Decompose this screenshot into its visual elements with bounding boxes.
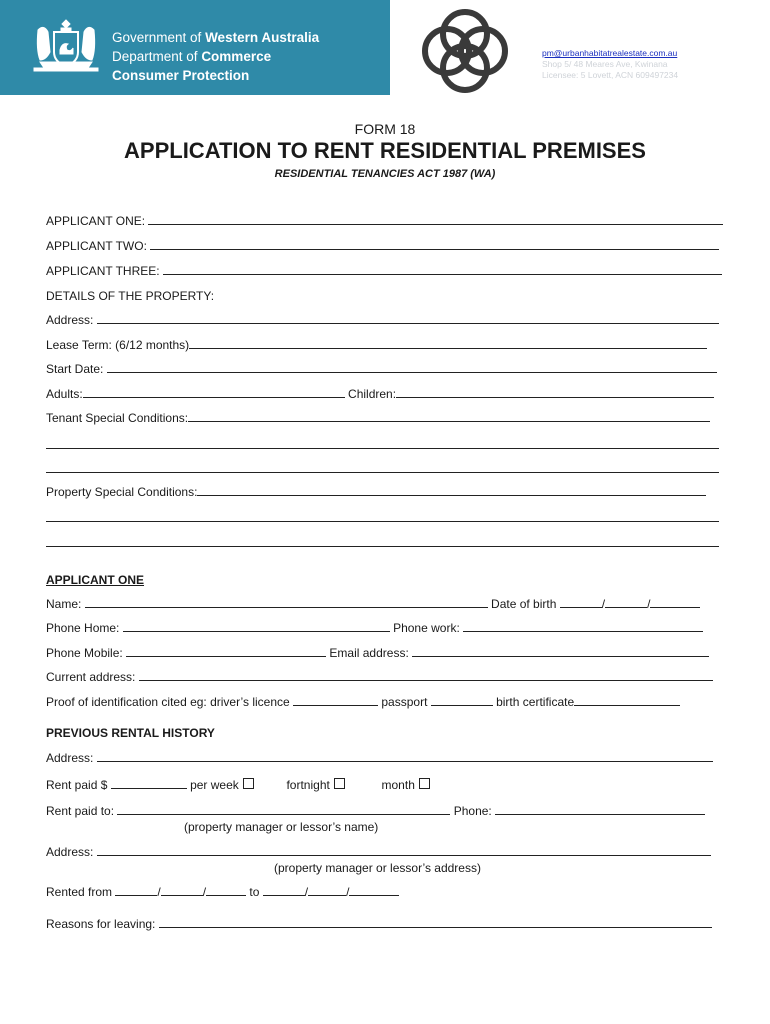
- proof-id-label: Proof of identification cited eg: driver’s licence: [46, 695, 290, 709]
- rental-history-heading: PREVIOUS RENTAL HISTORY: [46, 726, 215, 740]
- phone-work-field[interactable]: [463, 621, 703, 632]
- manager-address-field[interactable]: [97, 845, 711, 856]
- agency-contact: [542, 48, 678, 81]
- passport-field[interactable]: [431, 695, 493, 706]
- property-conditions-label: Property Special Conditions:: [46, 485, 198, 499]
- agency-address: Shop 5/ 48 Meares Ave, Kwinana: [542, 59, 668, 69]
- rental-address-field[interactable]: [97, 751, 713, 762]
- reasons-row: [46, 917, 712, 932]
- dob-day-field[interactable]: [560, 597, 602, 608]
- phone-home-label: Phone Home:: [46, 621, 120, 635]
- fortnight-label: fortnight: [286, 778, 330, 792]
- tenant-conditions-label: Tenant Special Conditions:: [46, 411, 189, 425]
- dob-month-field[interactable]: [605, 597, 647, 608]
- to-day-field[interactable]: [263, 885, 305, 896]
- from-year-field[interactable]: [206, 885, 246, 896]
- applicant-one-row: [46, 214, 723, 229]
- agency-licence: Licensee: 5 Lovett, ACN 609497234: [542, 70, 679, 80]
- rent-paid-row: [46, 778, 430, 793]
- phone-mobile-field[interactable]: [126, 646, 326, 657]
- rental-phone-field[interactable]: [495, 804, 705, 815]
- lease-term-label: Lease Term: (6/12 months): [46, 338, 190, 352]
- children-label: Children:: [348, 387, 397, 401]
- property-conditions-line[interactable]: [46, 521, 719, 522]
- applicant-three-field[interactable]: [163, 264, 722, 275]
- to-year-field[interactable]: [349, 885, 399, 896]
- property-address-label: Address:: [46, 313, 94, 327]
- tenant-conditions-row: [46, 411, 710, 426]
- rented-period-row: Rented from / / to / /: [46, 885, 399, 900]
- rent-paid-to-label: Rent paid to:: [46, 804, 115, 818]
- proof-id-row: [46, 695, 680, 710]
- name-field[interactable]: [85, 597, 488, 608]
- tenant-conditions-line[interactable]: [46, 448, 719, 449]
- rental-phone-label: Phone:: [453, 804, 492, 818]
- per-week-checkbox[interactable]: [243, 778, 254, 789]
- children-field[interactable]: [396, 387, 714, 398]
- to-month-field[interactable]: [308, 885, 346, 896]
- government-banner: [0, 0, 390, 95]
- property-conditions-row: [46, 485, 706, 500]
- start-date-row: [46, 362, 717, 377]
- department-line: Department of Commerce: [112, 49, 272, 64]
- applicant-one-heading: APPLICANT ONE: [46, 573, 145, 587]
- property-details-label: DETAILS OF THE PROPERTY:: [46, 289, 215, 303]
- from-month-field[interactable]: [161, 885, 203, 896]
- act-reference: RESIDENTIAL TENANCIES ACT 1987 (WA): [274, 168, 496, 180]
- rent-amount-field[interactable]: [111, 778, 187, 789]
- from-day-field[interactable]: [115, 885, 157, 896]
- applicant-two-label: APPLICANT TWO:: [46, 239, 147, 253]
- phone-work-label: Phone work:: [393, 621, 460, 635]
- month-label: month: [381, 778, 415, 792]
- property-conditions-line[interactable]: [46, 546, 719, 547]
- applicant-one-label: APPLICANT ONE:: [46, 214, 146, 228]
- fortnight-checkbox[interactable]: [334, 778, 345, 789]
- email-field[interactable]: [412, 646, 709, 657]
- per-week-label: per week: [190, 778, 239, 792]
- tenant-conditions-field[interactable]: [188, 411, 710, 422]
- form-title-block: [0, 120, 770, 182]
- lease-term-row: [46, 338, 707, 353]
- reasons-field[interactable]: [159, 917, 712, 928]
- start-date-field[interactable]: [107, 362, 717, 373]
- current-address-field[interactable]: [139, 670, 713, 681]
- property-conditions-field[interactable]: [197, 485, 706, 496]
- applicant-one-field[interactable]: [148, 214, 723, 225]
- rent-paid-to-field[interactable]: [117, 804, 450, 815]
- start-date-label: Start Date:: [46, 362, 104, 376]
- manager-address-note: (property manager or lessor’s address): [274, 861, 481, 875]
- manager-address-row: [46, 845, 711, 860]
- birth-certificate-field[interactable]: [574, 695, 680, 706]
- dob-label: Date of birth: [491, 597, 557, 611]
- name-row: Name: Date of birth / /: [46, 597, 700, 612]
- rented-from-label: Rented from: [46, 885, 113, 899]
- lease-term-field[interactable]: [189, 338, 707, 349]
- manager-address-label: Address:: [46, 845, 94, 859]
- tenant-conditions-line[interactable]: [46, 472, 719, 473]
- phones-row: [46, 621, 703, 636]
- manager-name-note: (property manager or lessor’s name): [184, 820, 379, 834]
- applicant-three-row: [46, 264, 722, 279]
- reasons-label: Reasons for leaving:: [46, 917, 156, 931]
- rent-paid-label: Rent paid $: [46, 778, 108, 792]
- phone-home-field[interactable]: [123, 621, 390, 632]
- applicant-two-row: [46, 239, 719, 254]
- rent-paid-to-row: [46, 804, 705, 819]
- name-label: Name:: [46, 597, 82, 611]
- property-address-field[interactable]: [97, 313, 719, 324]
- applicant-three-label: APPLICANT THREE:: [46, 264, 160, 278]
- dob-year-field[interactable]: [650, 597, 700, 608]
- agency-logo-icon: [420, 8, 510, 94]
- month-checkbox[interactable]: [419, 778, 430, 789]
- form-number: FORM 18: [354, 121, 416, 137]
- mobile-email-row: [46, 646, 709, 661]
- occupants-row: [46, 387, 714, 402]
- to-label: to: [249, 885, 260, 899]
- agency-email-link[interactable]: pm@urbanhabitatrealestate.com.au: [542, 48, 678, 58]
- drivers-licence-field[interactable]: [293, 695, 378, 706]
- property-address-row: [46, 313, 719, 328]
- page-title: APPLICATION TO RENT RESIDENTIAL PREMISES: [124, 138, 646, 163]
- birth-certificate-label: birth certificate: [496, 695, 575, 709]
- adults-label: Adults:: [46, 387, 83, 401]
- government-line: Government of Western Australia: [112, 30, 320, 45]
- passport-label: passport: [381, 695, 428, 709]
- coat-of-arms-icon: [28, 18, 104, 78]
- division-line: Consumer Protection: [112, 68, 250, 83]
- adults-field[interactable]: [83, 387, 345, 398]
- rental-address-label: Address:: [46, 751, 94, 765]
- rental-address-row: [46, 751, 713, 766]
- applicant-two-field[interactable]: [150, 239, 719, 250]
- phone-mobile-label: Phone Mobile:: [46, 646, 123, 660]
- current-address-label: Current address:: [46, 670, 136, 684]
- current-address-row: [46, 670, 713, 685]
- email-label: Email address:: [329, 646, 409, 660]
